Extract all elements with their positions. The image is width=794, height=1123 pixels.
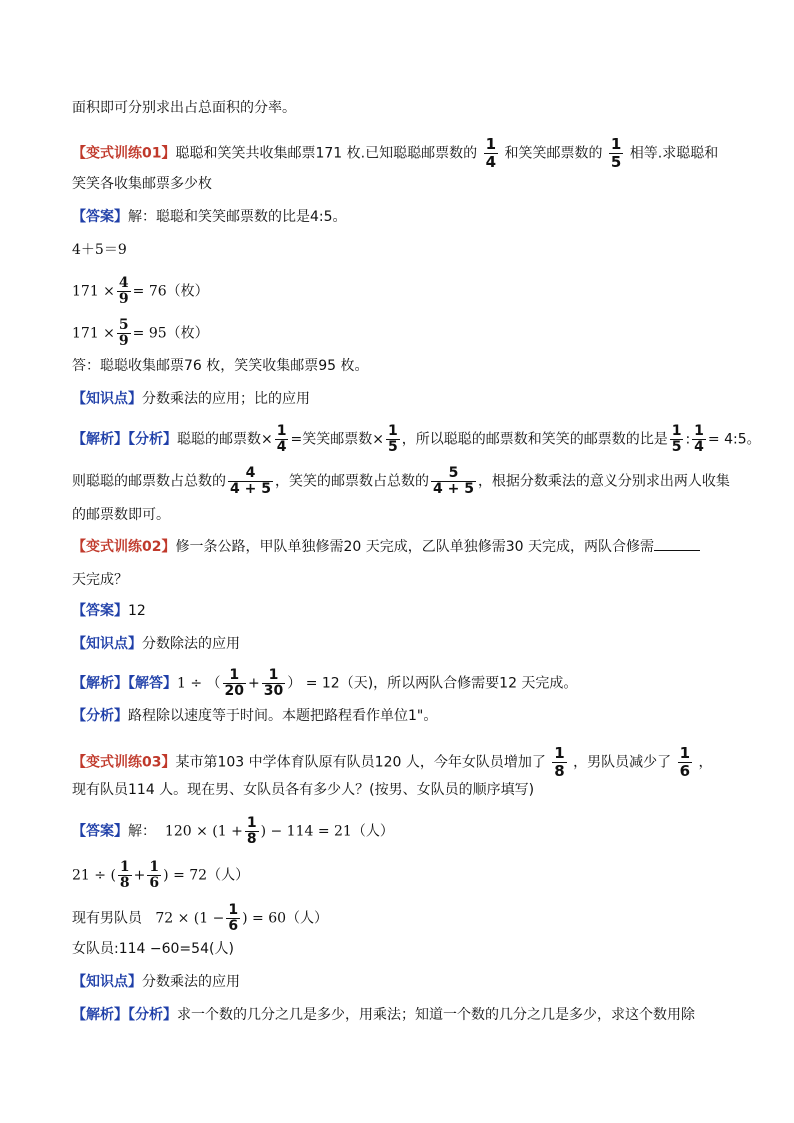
analysis-line bbox=[72, 505, 734, 525]
fraction bbox=[262, 668, 285, 699]
knowledge-point-line bbox=[72, 972, 734, 992]
exercise-tag: 【变式训练03】 bbox=[72, 754, 176, 771]
analysis-text: ） = 12（天)，所以两队合修需要12 天完成。 bbox=[287, 675, 578, 692]
fraction-denominator: 8 bbox=[554, 762, 565, 780]
exercise-01-question-line2 bbox=[72, 174, 734, 194]
analysis-text: : bbox=[685, 431, 691, 448]
analysis-subtag: 【分析】 bbox=[128, 431, 177, 448]
answer-line bbox=[72, 601, 734, 621]
analysis-text: ，所以聪聪的邮票数和笑笑的邮票数的比是 bbox=[401, 431, 668, 448]
final-answer-text: 答：聪聪收集邮票76 枚，笑笑收集邮票95 枚。 bbox=[72, 358, 369, 374]
fraction-numerator: 4 bbox=[228, 466, 273, 482]
calc-line bbox=[72, 860, 734, 891]
fraction-denominator: 9 bbox=[118, 291, 129, 307]
paragraph-text: 面积即可分别求出占总面积的分率。 bbox=[72, 100, 296, 116]
exercise-02-question bbox=[72, 536, 734, 557]
answer-tag: 【答案】 bbox=[72, 603, 128, 619]
fraction-numerator: 1 bbox=[694, 423, 704, 439]
exercise-tag: 【变式训练02】 bbox=[72, 539, 176, 555]
answer-tag: 【答案】 bbox=[72, 209, 128, 225]
fraction-numerator: 5 bbox=[431, 466, 476, 482]
analysis-subtag: 【分析】 bbox=[72, 708, 128, 724]
calc-line bbox=[72, 240, 734, 260]
analysis-text: 聪聪的邮票数× bbox=[177, 431, 273, 448]
analysis-tag: 【解析】 bbox=[72, 431, 128, 448]
question-text: 相等.求聪聪和 bbox=[629, 145, 719, 162]
fraction-denominator: 5 bbox=[387, 439, 398, 455]
fraction-numerator: 1 bbox=[119, 859, 130, 875]
fraction-numerator: 1 bbox=[149, 859, 160, 875]
question-text: ，男队员减少了 bbox=[573, 754, 672, 771]
knowledge-tag: 【知识点】 bbox=[72, 974, 142, 990]
fraction bbox=[117, 318, 131, 349]
calc-text: ) = 72（人） bbox=[163, 867, 250, 884]
fraction bbox=[692, 424, 706, 455]
fraction-numerator: 1 bbox=[671, 423, 682, 439]
question-text: 聪聪和笑笑共收集邮票171 枚.已知聪聪邮票数的 bbox=[175, 145, 478, 162]
knowledge-text: 分数除法的应用 bbox=[142, 636, 240, 652]
fraction bbox=[245, 816, 259, 847]
fraction-denominator: 5 bbox=[671, 439, 682, 455]
analysis-line bbox=[72, 706, 734, 726]
fraction-denominator: 5 bbox=[610, 153, 622, 171]
calc-label: 现有男队员 bbox=[72, 910, 142, 927]
answer-text: 解：聪聪和笑笑邮票数的比是4:5。 bbox=[128, 209, 347, 225]
exercise-02-question-line2 bbox=[72, 570, 734, 590]
analysis-text: 的邮票数即可。 bbox=[72, 507, 170, 523]
analysis-subtag: 【解答】 bbox=[128, 675, 177, 692]
analysis-text: + bbox=[248, 675, 260, 692]
analysis-line bbox=[72, 668, 734, 699]
knowledge-point-line bbox=[72, 634, 734, 654]
fraction bbox=[431, 466, 476, 497]
knowledge-text: 分数乘法的应用；比的应用 bbox=[142, 391, 310, 407]
fraction bbox=[223, 668, 246, 699]
fraction-numerator: 1 bbox=[485, 135, 496, 153]
fraction bbox=[118, 860, 132, 891]
fraction-numerator: 1 bbox=[610, 135, 622, 153]
fraction bbox=[275, 424, 289, 455]
fraction-numerator: 1 bbox=[554, 744, 565, 762]
analysis-text: 路程除以速度等于时间。本题把路程看作单位1"。 bbox=[128, 708, 438, 724]
fraction-denominator: 4 bbox=[694, 439, 704, 455]
fraction-denominator: 6 bbox=[679, 762, 691, 780]
knowledge-tag: 【知识点】 bbox=[72, 636, 142, 652]
analysis-text: 求一个数的几分之几是多少，用乘法；知道一个数的几分之几是多少，求这个数用除 bbox=[177, 1007, 695, 1023]
final-answer-line bbox=[72, 356, 734, 376]
fraction-denominator: 9 bbox=[118, 333, 129, 349]
analysis-text: ，笑笑的邮票数占总数的 bbox=[274, 473, 429, 490]
calc-text: = 95（枚） bbox=[132, 325, 209, 342]
fraction-numerator: 1 bbox=[262, 668, 285, 684]
calc-text: 21 ÷ ( bbox=[72, 867, 116, 884]
fraction-denominator: 6 bbox=[149, 875, 160, 891]
fraction bbox=[228, 466, 273, 497]
analysis-line bbox=[72, 1005, 734, 1025]
analysis-subtag: 【分析】 bbox=[128, 1007, 177, 1023]
answer-tag: 【答案】 bbox=[72, 823, 128, 840]
fraction bbox=[670, 424, 684, 455]
knowledge-text: 分数乘法的应用 bbox=[142, 974, 240, 990]
calc-text: 女队员:114 −60=54(人) bbox=[72, 941, 234, 957]
analysis-line bbox=[72, 423, 761, 455]
fraction bbox=[678, 745, 692, 780]
fraction-denominator: 4 bbox=[276, 439, 287, 455]
fraction bbox=[117, 276, 131, 307]
fraction bbox=[609, 136, 623, 171]
fraction-numerator: 1 bbox=[276, 423, 287, 439]
analysis-tag: 【解析】 bbox=[72, 1007, 128, 1023]
fraction-denominator: 6 bbox=[228, 918, 239, 934]
question-text: 修一条公路，甲队单独修需20 天完成，乙队单独修需30 天完成，两队合修需 bbox=[175, 539, 655, 555]
calc-text: ) − 114 = 21（人） bbox=[260, 823, 394, 840]
fraction bbox=[552, 745, 566, 780]
answer-blank[interactable] bbox=[654, 536, 700, 551]
exercise-tag: 【变式训练01】 bbox=[72, 145, 176, 162]
fraction bbox=[226, 903, 240, 934]
fraction-numerator: 1 bbox=[679, 744, 691, 762]
fraction-numerator: 1 bbox=[223, 668, 246, 684]
fraction-numerator: 1 bbox=[387, 423, 398, 439]
calc-text: = 76（枚） bbox=[132, 283, 209, 300]
analysis-text: ，根据分数乘法的意义分别求出两人收集 bbox=[477, 473, 730, 490]
calc-text: + bbox=[133, 867, 146, 884]
answer-text: 解： bbox=[128, 823, 156, 840]
calc-line bbox=[72, 318, 734, 349]
fraction-denominator: 30 bbox=[263, 683, 284, 699]
question-text: 笑笑各收集邮票多少枚 bbox=[72, 176, 212, 192]
analysis-text: = 4:5。 bbox=[707, 431, 761, 448]
continuation-text bbox=[72, 98, 734, 118]
question-text: 某市第103 中学体育队原有队员120 人，今年女队员增加了 bbox=[175, 754, 546, 771]
fraction-denominator: 8 bbox=[246, 831, 257, 847]
question-text: 天完成？ bbox=[72, 572, 128, 588]
fraction-numerator: 1 bbox=[228, 902, 239, 918]
analysis-text: =笑笑邮票数× bbox=[290, 431, 384, 448]
answer-text: 12 bbox=[128, 603, 146, 619]
analysis-text: 1 ÷ （ bbox=[177, 675, 221, 692]
fraction bbox=[147, 860, 161, 891]
fraction-denominator: 8 bbox=[119, 875, 130, 891]
calc-text: 72 × (1 − bbox=[155, 910, 225, 927]
answer-line bbox=[72, 816, 734, 847]
knowledge-tag: 【知识点】 bbox=[72, 391, 142, 407]
calc-line bbox=[72, 939, 734, 959]
fraction-denominator: 20 bbox=[224, 683, 245, 699]
fraction-numerator: 1 bbox=[246, 815, 257, 831]
analysis-line bbox=[72, 466, 734, 497]
analysis-text: 则聪聪的邮票数占总数的 bbox=[72, 473, 226, 490]
exercise-01-question bbox=[72, 136, 734, 171]
question-text: 现有队员114 人。现在男、女队员各有多少人？(按男、女队员的顺序填写) bbox=[72, 782, 535, 798]
fraction bbox=[386, 424, 400, 455]
calc-text: 4＋5＝9 bbox=[72, 242, 127, 258]
fraction-denominator: 4 + 5 bbox=[230, 481, 271, 497]
fraction-denominator: 4 bbox=[485, 153, 496, 171]
analysis-tag: 【解析】 bbox=[72, 675, 128, 692]
calc-text: 120 × (1 + bbox=[164, 823, 243, 840]
calc-line bbox=[72, 903, 734, 934]
answer-line bbox=[72, 207, 734, 227]
calc-text: 171 × bbox=[72, 325, 115, 342]
fraction-numerator: 5 bbox=[118, 317, 129, 333]
fraction-numerator: 4 bbox=[118, 275, 129, 291]
fraction bbox=[484, 136, 498, 171]
calc-line bbox=[72, 276, 734, 307]
question-text: 和笑笑邮票数的 bbox=[504, 145, 603, 162]
knowledge-point-line bbox=[72, 389, 734, 409]
calc-text: 171 × bbox=[72, 283, 115, 300]
calc-text: ) = 60（人） bbox=[242, 910, 329, 927]
exercise-03-question bbox=[72, 745, 734, 780]
question-text: ， bbox=[698, 754, 713, 771]
exercise-03-question-line2 bbox=[72, 780, 734, 800]
fraction-denominator: 4 + 5 bbox=[432, 481, 474, 497]
